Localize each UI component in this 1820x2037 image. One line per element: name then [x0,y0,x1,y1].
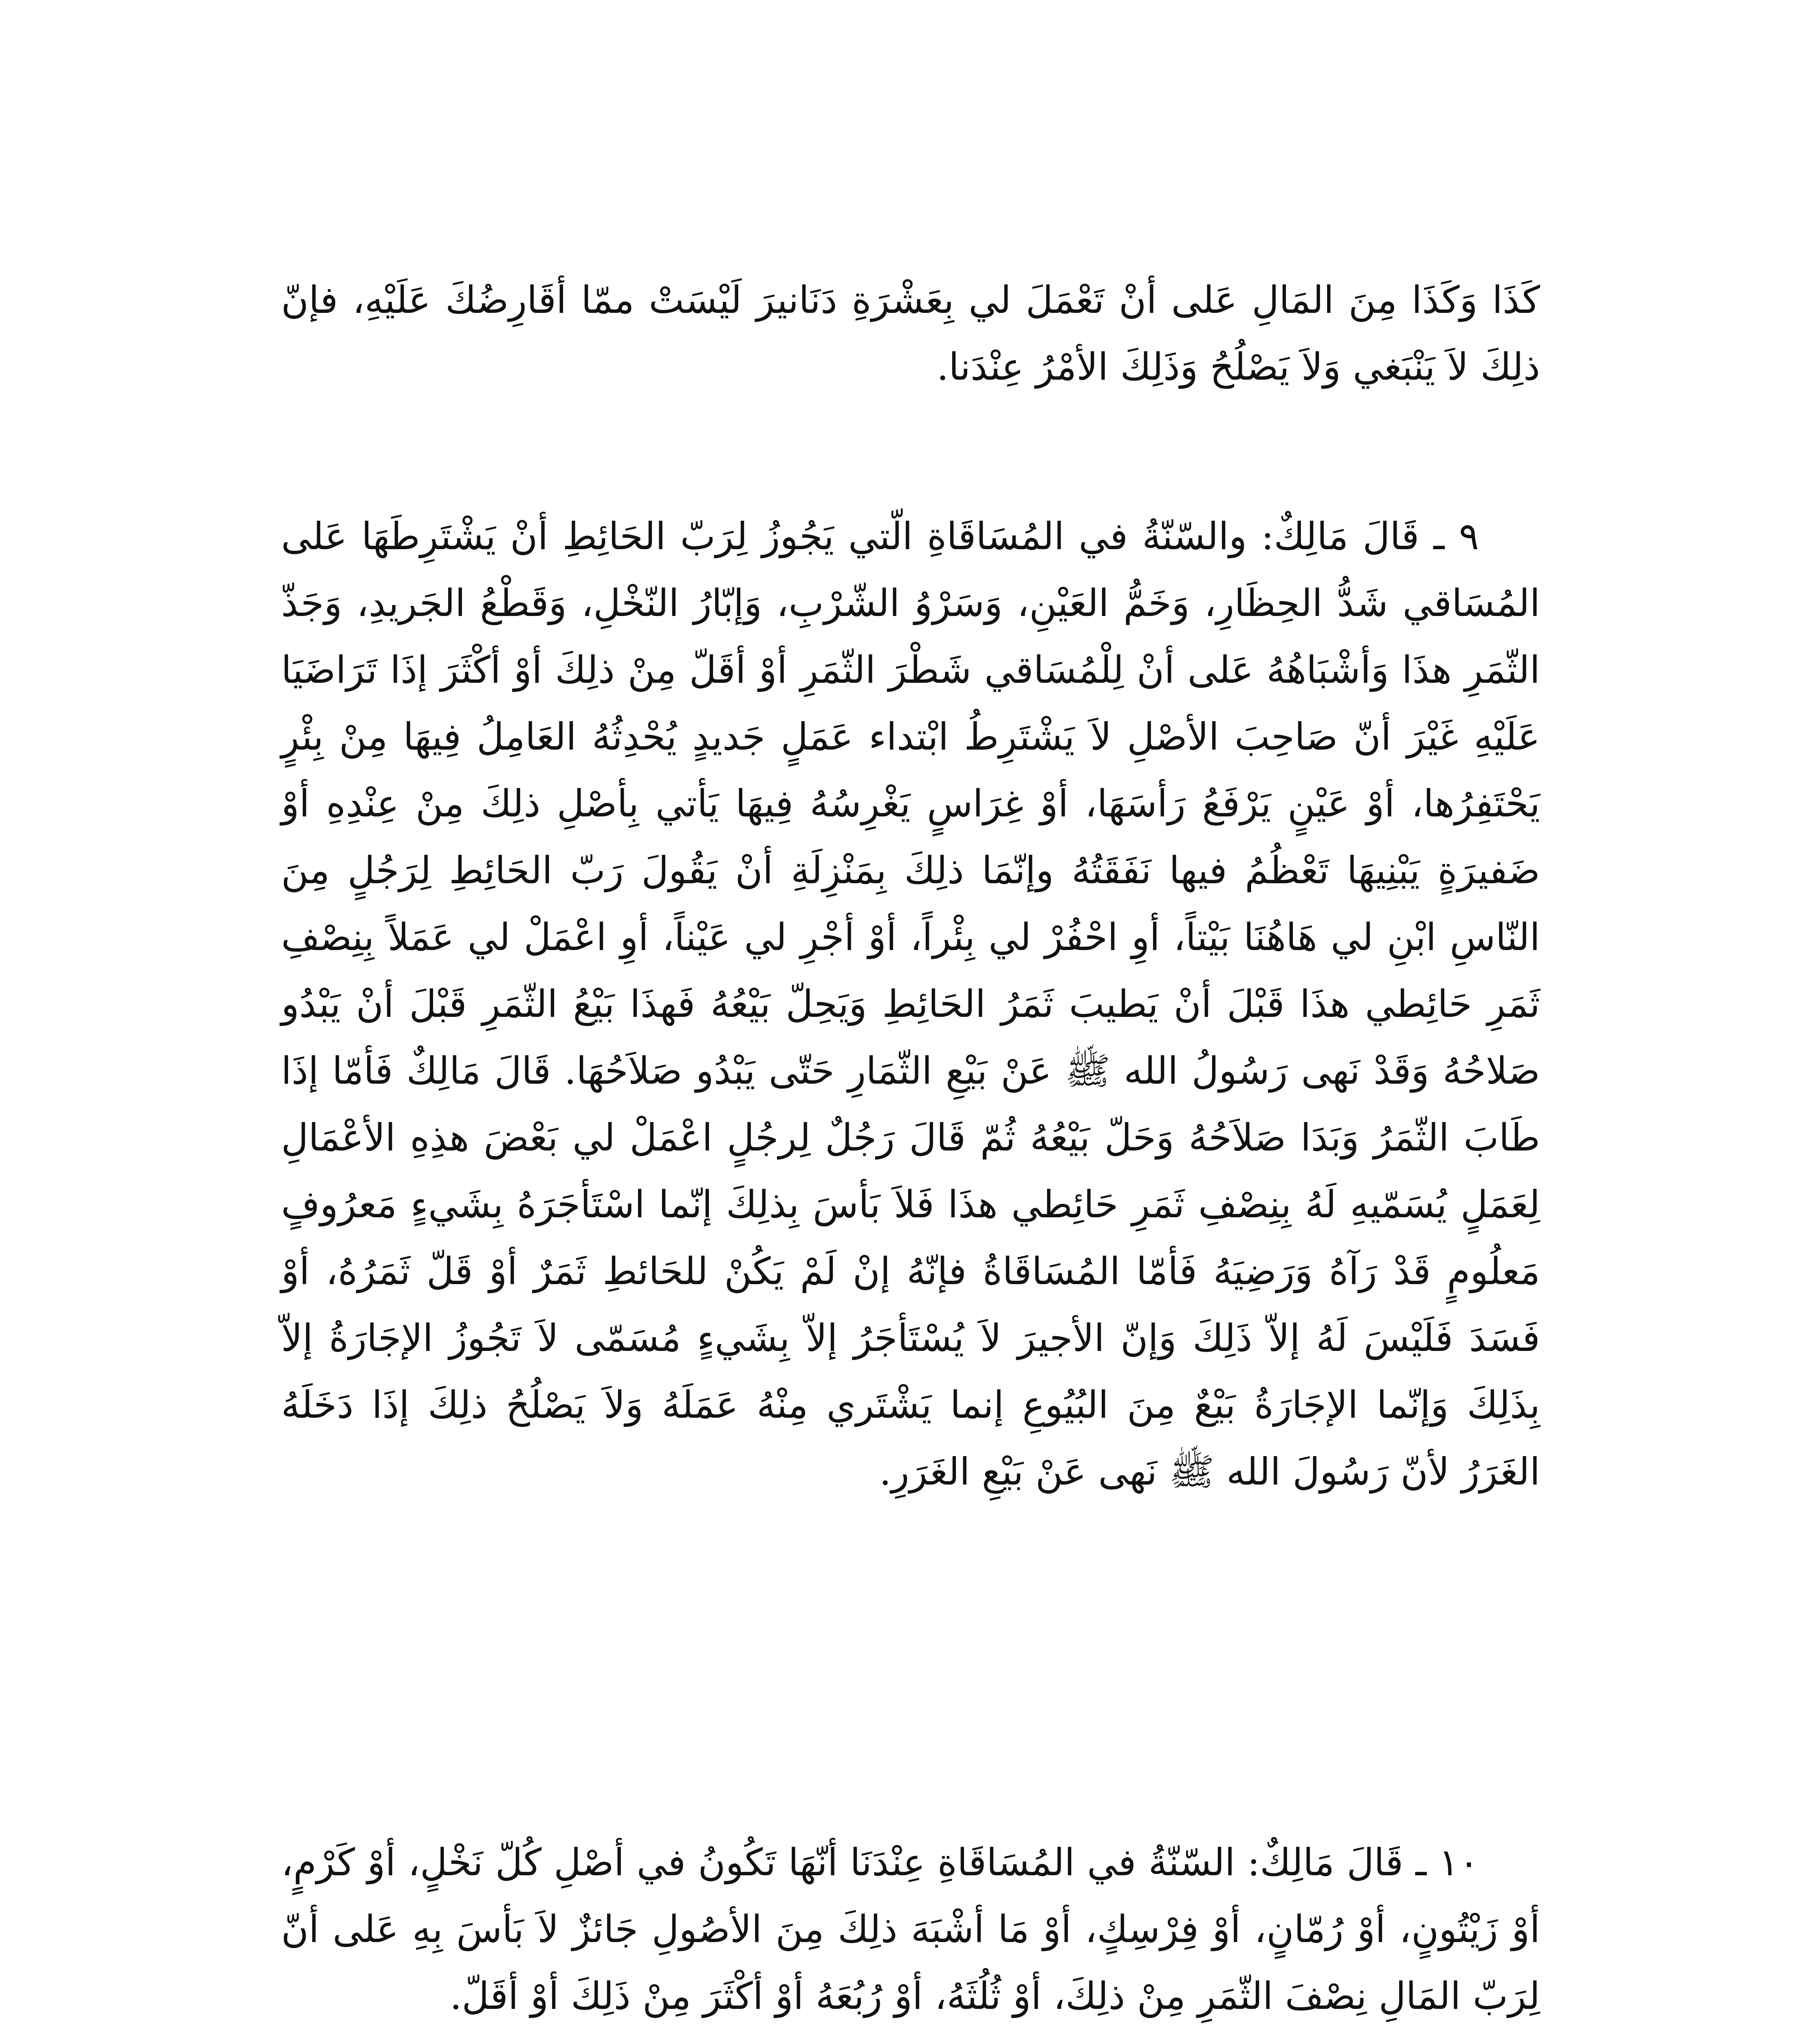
paragraph-continuation: كَذَا وَكَذَا مِنَ المَالِ عَلى أنْ تَعْمَلَ لي بِعَشْرَةِ دَنَانيرَ لَيْسَتْ ممّا أقَارِضُكَ عَلَيْهِ، فإنّ ذلِكَ لاَ يَنْبَغي وَلاَ يَصْلُحُ وَذَلِكَ الأمْرُ عِنْدَنا. [281,278,1540,389]
paragraph-10: ١٠ ـ قَالَ مَالِكٌ: السّنّةُ في المُسَاقَاةِ عِنْدَنَا أنّهَا تَكُونُ في أصْلِ كُلّ نَخْلٍ، أوْ كَرْمٍ، أوْ زَيْتُونٍ، أوْ رُمّانٍ، أوْ فِرْسِكٍ، أوْ مَا أشْبَهَ ذلِكَ مِنَ الأصُولِ جَائزٌ لاَ بَأسَ بِهِ عَلى أنّ لِرَبّ المَالِ نِصْفَ الثّمَرِ مِنْ ذلِكَ، أوْ ثُلُثَهُ، أوْ رُبُعَهُ أوْ أكْثَرَ مِنْ ذَلِكَ أوْ أقَلّ. [281,1841,1541,2018]
paragraph-9: ٩ ـ قَالَ مَالِكٌ: والسّنّةُ في المُسَاقَاةِ الّتي يَجُوزُ لِرَبّ الحَائِطِ أنْ يَشْتَرِطَهَا عَلى المُسَاقي شَدُّ الحِظَارِ، وَخَمُّ العَيْنِ، وَسَرْوُ الشّرْبِ، وَإبّارُ النّخْلِ، وَقَطْعُ الجَريدِ، وَجَذّ الثّمَرِ هذَا وَأشْبَاهُهُ عَلى أنْ لِلْمُسَاقي شَطْرَ الثّمَرِ أوْ أقَلّ مِنْ ذلِكَ أوْ أكْثَرَ إذَا تَرَاضَيَا عَلَيْهِ غَيْرَ أنّ صَاحِبَ الأصْلِ لاَ يَشْتَرِطُ ابْتداء عَمَلٍ جَديدٍ يُحْدِثُهُ العَامِلُ فِيهَا مِنْ بِئْرٍ يَحْتَفِرُها، أوْ عَيْنٍ يَرْفَعُ رَأسَهَا، أوْ غِرَاسٍ يَغْرِسُهُ فِيهَا يَأتي بِأصْلِ ذلِكَ مِنْ عِنْدِهِ أوْ ضَفيرَةٍ يَبْنِيهَا تَعْظُمُ فيها نَفَقَتُهُ وإنّمَا ذلِكَ بِمَنْزِلَةِ أنْ يَقُولَ رَبّ الحَائِطِ لِرَجُلٍ مِنَ النّاسِ ابْنِ لي هَاهُنَا بَيْتاً، أوِ احْفُرْ لي بِئْراً، أوْ أجْرِ لي عَيْناً، أوِ اعْمَلْ لي عَمَلاً بِنِصْفِ ثَمَرِ حَائِطي هذَا قَبْلَ أنْ يَطيبَ ثَمَرُ الحَائِطِ وَيَحِلّ بَيْعُهُ فَهذَا بَيْعُ الثّمَرِ قَبْلَ أنْ يَبْدُو صَلاحُهُ وَقَدْ نَهى رَسُولُ الله ﷺ عَنْ بَيْعِ الثّمَارِ حَتّى يَبْدُو صَلاَحُهَا. قَالَ مَالِكٌ فَأمّا إذَا طَابَ الثّمَرُ وَبَدَا صَلاَحُهُ وَحَلّ بَيْعُهُ ثُمّ قَالَ رَجُلٌ لِرجُلٍ اعْمَلْ لي بَعْضَ هذِهِ الأعْمَالِ لِعَمَلٍ يُسَمّيهِ لَهُ بِنِصْفِ ثَمَرِ حَائِطي هذَا فَلاَ بَأسَ بِذلِكَ إنّما اسْتَأجَرَهُ بِشَيءٍ مَعرُوفٍ مَعلُومٍ قَدْ رَآهُ وَرَضِيَهُ فَأمّا المُسَاقَاةُ فإنّهُ إنْ لَمْ يَكُنْ للحَائطِ ثَمَرٌ أوْ قَلّ ثَمَرُهُ، أوْ فَسَدَ فَلَيْسَ لَهُ إلاّ ذَلِكَ وَإنّ الأجيرَ لاَ يُسْتَأجَرُ إلاّ بِشَيءٍ مُسَمّى لاَ تَجُوزُ الإجَارَةُ إلاّ بِذَلِكَ وَإنّما الإجَارَةُ بَيْعٌ مِنَ البُيُوعِ إنما يَشْتَري مِنْهُ عَمَلَهُ وَلاَ يَصْلُحُ ذلِكَ إذَا دَخَلَهُ الغَرَرُ لأنّ رَسُولَ الله ﷺ نَهى عَنْ بَيْعِ الغَرَرِ. [281,515,1541,1494]
